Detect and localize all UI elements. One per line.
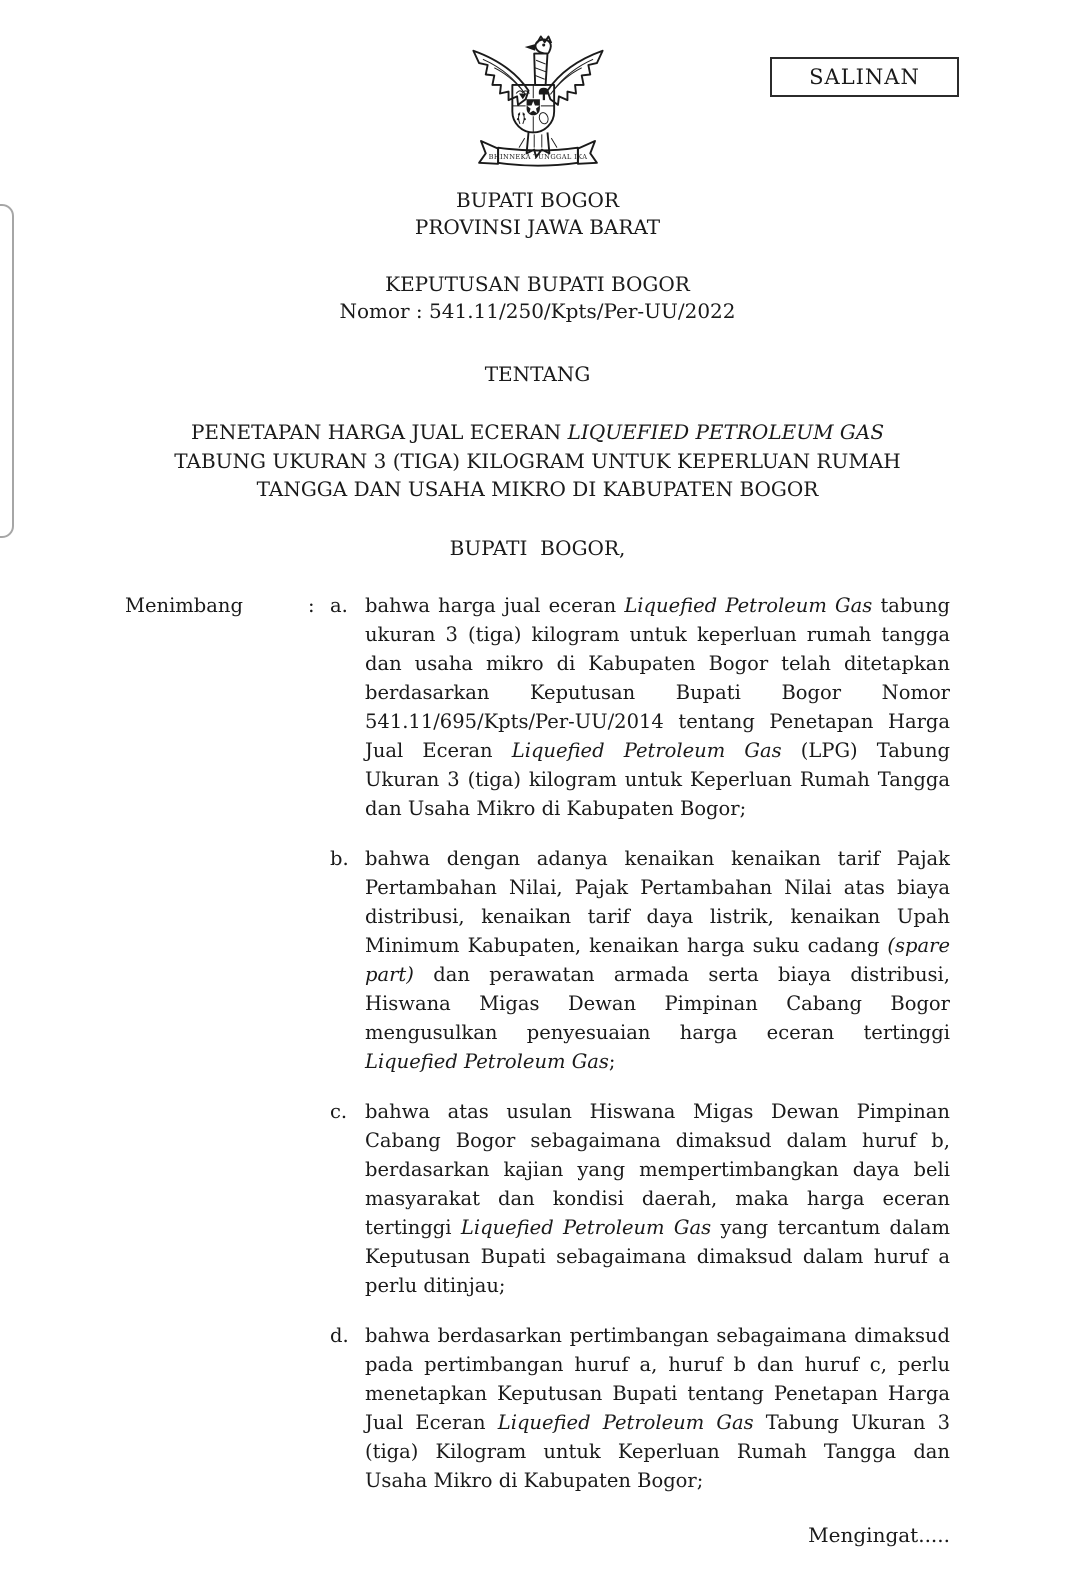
item-letter: b. [330, 846, 349, 870]
considering-label: Menimbang [125, 593, 243, 617]
item-letter: c. [330, 1099, 348, 1123]
decree-number: Nomor : 541.11/250/Kpts/Per-UU/2022 [339, 299, 736, 323]
considering-item [330, 591, 950, 823]
considering-item [330, 844, 950, 1076]
subject-text-rest: TABUNG UKURAN 3 (TIGA) KILOGRAM UNTUK KEPERLUAN RUMAH TANGGA DAN USAHA MIKRO DI KABUPATEN BOGOR [174, 448, 901, 501]
considering-item [330, 1321, 950, 1495]
considering-item [330, 1097, 950, 1300]
next-page-catchword: Mengingat..... [808, 1522, 950, 1547]
decree-title: KEPUTUSAN BUPATI BOGOR [385, 272, 690, 296]
considering-section [125, 591, 950, 1495]
salinan-label: SALINAN [809, 65, 920, 89]
item-text: bahwa dengan adanya kenaikan kenaikan tarif Pajak Pertambahan Nilai, Pajak Pertambahan Nilai atas biaya distribusi, kenaikan tarif daya listrik, kenaikan Upah Minimum Kabupaten, kenaikan harga suku cadang (spare part) dan perawatan armada serta biaya distribusi, Hiswana Migas Dewan Pimpinan Cabang Bogor mengusulkan penyesuaian harga eceran tertinggi Liquefied Petroleum Gas; [365, 846, 950, 1073]
left-edge-panel-artifact [0, 204, 14, 538]
province-name: PROVINSI JAWA BARAT [414, 215, 661, 239]
salutation: BUPATI BOGOR, [449, 535, 626, 560]
authority-name: BUPATI BOGOR [455, 188, 620, 212]
garuda-emblem-icon [462, 28, 614, 178]
decree-subject [167, 418, 909, 504]
item-text: bahwa berdasarkan pertimbangan sebagaimana dimaksud pada pertimbangan huruf a, huruf b dan huruf c, perlu menetapkan Keputusan Bupati tentang Penetapan Harga Jual Eceran Liquefied Petroleum Gas Tabung Ukuran 3 (tiga) Kilogram untuk Keperluan Rumah Tangga dan Usaha Mikro di Kabupaten Bogor; [365, 1323, 950, 1492]
considering-colon: : [308, 593, 315, 617]
emblem-motto: BHINNEKA TUNGGAL IKA [488, 153, 587, 162]
document-content [125, 28, 950, 1547]
subject-italic-text: LIQUEFIED PETROLEUM GAS [567, 420, 885, 444]
item-text: bahwa harga jual eceran Liquefied Petroleum Gas tabung ukuran 3 (tiga) kilogram untuk keperluan rumah tangga dan usaha mikro di Kabupaten Bogor telah ditetapkan berdasarkan Keputusan Bupati Bogor Nomor 541.11/695/Kpts/Per-UU/2014 tentang Penetapan Harga Jual Eceran Liquefied Petroleum Gas (LPG) Tabung Ukuran 3 (tiga) kilogram untuk Keperluan Rumah Tangga dan Usaha Mikro di Kabupaten Bogor; [365, 593, 950, 820]
item-letter: d. [330, 1323, 349, 1347]
item-text: bahwa atas usulan Hiswana Migas Dewan Pimpinan Cabang Bogor sebagaimana dimaksud dalam huruf b, berdasarkan kajian yang mempertimbangkan daya beli masyarakat dan kondisi daerah, maka harga eceran tertinggi Liquefied Petroleum Gas yang tercantum dalam Keputusan Bupati sebagaimana dimaksud dalam huruf a perlu ditinjau; [365, 1099, 950, 1297]
item-letter: a. [330, 593, 348, 617]
considering-items [330, 591, 950, 1495]
garuda-pancasila-emblem [462, 28, 614, 178]
subject-text: PENETAPAN HARGA JUAL ECERAN [190, 420, 568, 444]
about-label: TENTANG [484, 362, 591, 386]
